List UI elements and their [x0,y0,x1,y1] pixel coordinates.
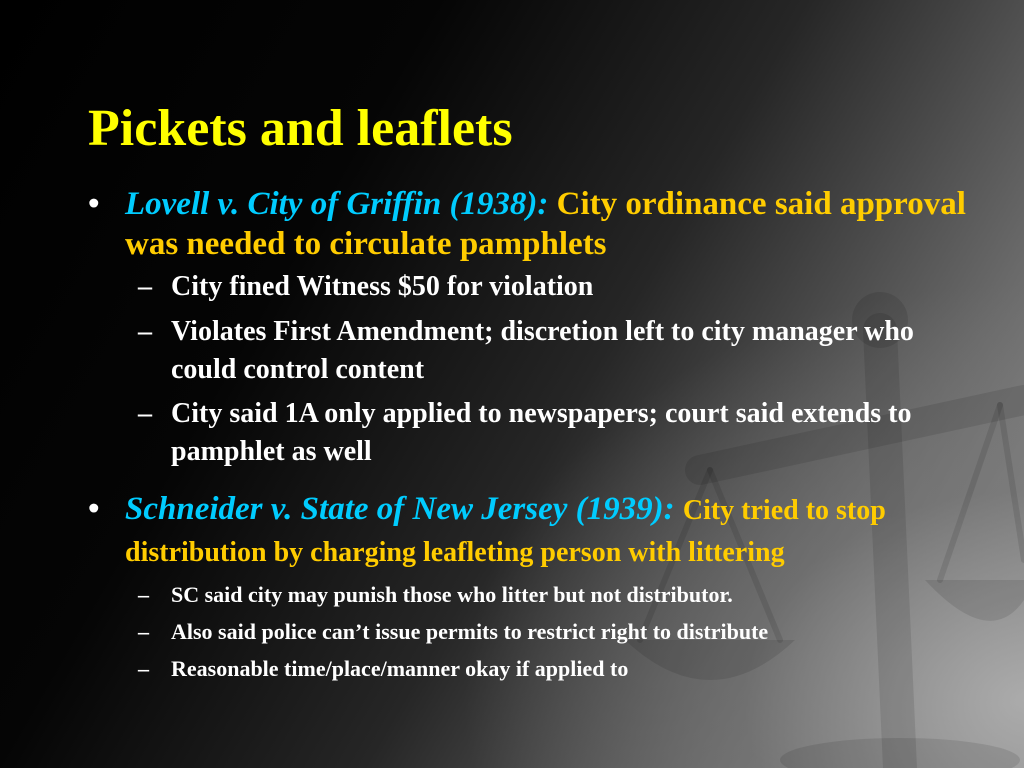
sub-bullet [138,268,971,306]
dash-marker: – [138,656,149,681]
dash-marker: – [138,619,149,644]
sub-bullet [138,613,971,650]
sub-bullet-text: City fined Witness $50 for violation [171,271,594,302]
sub-bullet-text: City said 1A only applied to newspapers; court said extends to pamphlet as well [171,398,912,467]
case-name: Lovell v. City of Griffin (1938): [125,186,549,222]
dash-marker: – [138,398,152,429]
dash-marker: – [138,582,149,607]
slide-body [0,184,1024,687]
bullet-marker: • [88,491,100,527]
sub-bullet-text: SC said city may punish those who litter but not distributor. [171,582,733,607]
sub-bullet [138,576,971,613]
dash-marker: – [138,316,152,347]
slide-title: Pickets and leaflets [88,100,513,157]
sub-bullet [138,313,971,389]
case-name: Schneider v. State of New Jersey (1939): [125,491,675,527]
bullet-lovell [88,184,1024,264]
dash-marker: – [138,271,152,302]
sub-bullet-text: Reasonable time/place/manner okay if applied to [171,656,629,681]
sub-bullet [138,650,971,687]
bullet-marker: • [88,186,100,222]
sub-bullet [138,395,971,471]
case-description: City ordinance said approval was needed to circulate pamphlets [125,186,966,262]
sub-bullet-text: Violates First Amendment; discretion left to city manager who could control content [171,316,914,385]
sub-bullet-text: Also said police can’t issue permits to restrict right to distribute [171,619,769,644]
case-description: City tried to stop distribution by charging leafleting person with littering [125,495,886,568]
bullet-schneider [88,489,1024,573]
